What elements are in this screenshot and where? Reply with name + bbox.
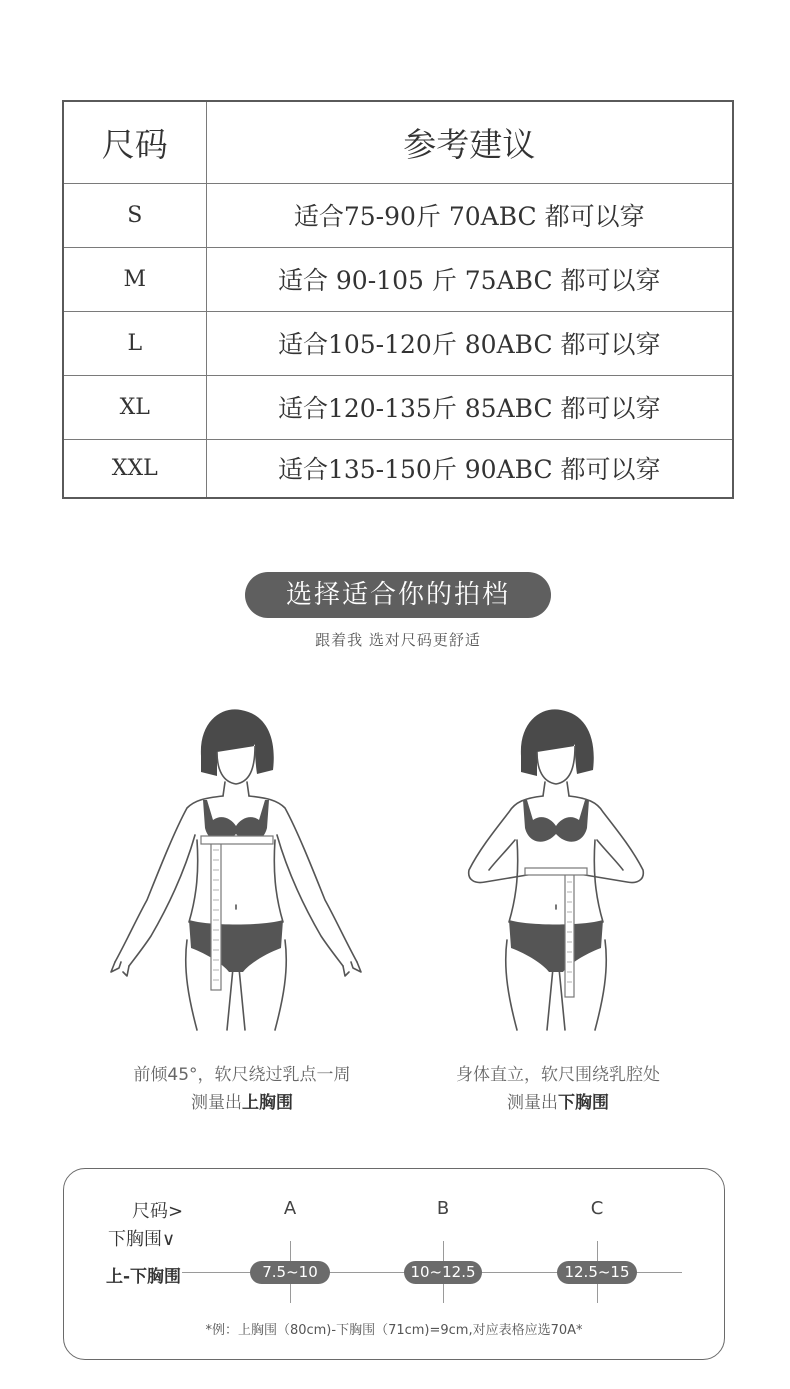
- header-advice: 参考建议: [206, 101, 733, 183]
- underbust-axis-label: 下胸围∨: [108, 1229, 176, 1250]
- caption-emphasis: 下胸围: [558, 1093, 609, 1113]
- difference-label: 上-下胸围: [106, 1267, 182, 1287]
- cup-a-label: A: [283, 1198, 297, 1219]
- cup-c-range: 12.5~15: [557, 1261, 637, 1284]
- header-size: 尺码: [63, 101, 206, 183]
- table-row: [63, 311, 733, 375]
- table-header-row: [63, 101, 733, 183]
- size-cell: L: [63, 311, 206, 375]
- size-cell: XXL: [63, 439, 206, 498]
- cup-size-panel: [63, 1168, 725, 1360]
- advice-cell: 适合120-135斤 85ABC 都可以穿: [206, 375, 733, 439]
- table-row: [63, 247, 733, 311]
- upper-bust-measure-illustration: [105, 700, 385, 1040]
- table-row: [63, 183, 733, 247]
- example-note: *例：上胸围（80cm)-下胸围（71cm)=9cm,对应表格应选70A*: [205, 1323, 583, 1338]
- caption-line: 身体直立，软尺围绕乳腔处: [456, 1065, 660, 1085]
- cup-b-range: 10~12.5: [404, 1261, 482, 1284]
- advice-cell: 适合75-90斤 70ABC 都可以穿: [206, 183, 733, 247]
- section-subtitle: 跟着我 选对尺码更舒适: [315, 631, 481, 649]
- size-cell: XL: [63, 375, 206, 439]
- caption-prefix: 测量出: [191, 1093, 242, 1113]
- advice-cell: 适合135-150斤 90ABC 都可以穿: [206, 439, 733, 498]
- cup-b-label: B: [436, 1198, 450, 1219]
- caption-line: [82, 1089, 402, 1117]
- caption-line: [398, 1089, 718, 1117]
- caption-emphasis: 上胸围: [242, 1093, 293, 1113]
- advice-cell: 适合 90-105 斤 75ABC 都可以穿: [206, 247, 733, 311]
- under-bust-measure-illustration: [425, 700, 705, 1040]
- size-cell: M: [63, 247, 206, 311]
- cup-c-label: C: [590, 1198, 604, 1219]
- under-bust-caption: [398, 1061, 718, 1117]
- caption-prefix: 测量出: [507, 1093, 558, 1113]
- upper-bust-caption: [82, 1061, 402, 1117]
- advice-cell: 适合105-120斤 80ABC 都可以穿: [206, 311, 733, 375]
- size-table: [62, 100, 734, 499]
- table-row: [63, 375, 733, 439]
- size-cell: S: [63, 183, 206, 247]
- caption-line: 前倾45°，软尺绕过乳点一周: [133, 1065, 351, 1085]
- table-row: [63, 439, 733, 498]
- cup-a-range: 7.5~10: [250, 1261, 330, 1284]
- size-axis-label: 尺码>: [132, 1201, 184, 1222]
- section-title-pill: 选择适合你的拍档: [245, 572, 551, 618]
